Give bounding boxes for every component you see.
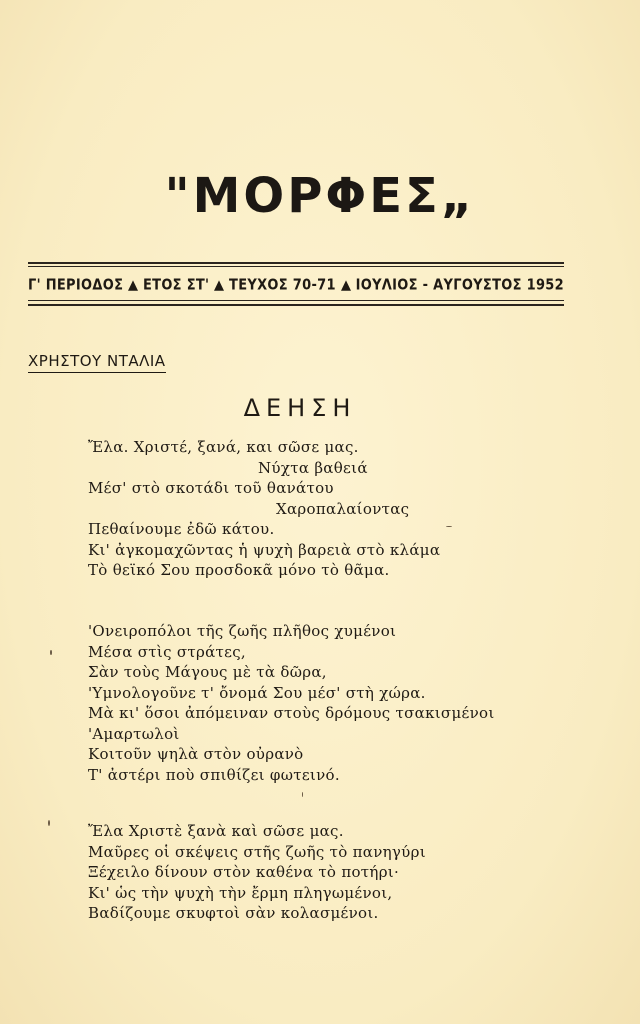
- verse-line: Σὰν τοὺς Μάγους μὲ τὰ δῶρα,: [88, 663, 327, 681]
- paper-speck: [50, 650, 52, 655]
- verse-line: Μὰ κι' ὅσοι ἀπόμειναν στοὺς δρόμους τσακισμένοι: [88, 704, 495, 722]
- poem-stanza-1: [88, 437, 440, 581]
- verse-line: Κι' ἀγκομαχῶντας ἡ ψυχὴ βαρειὰ στὸ κλάμα: [88, 540, 441, 559]
- issue-period: Γ' ΠΕΡΙΟΔΟΣ: [28, 276, 124, 294]
- verse-line: Χαροπαλαίοντας: [276, 499, 410, 518]
- verse-line: Κι' ὡς τὴν ψυχὴ τὴν ἔρμη πληγωμένοι,: [88, 883, 393, 902]
- journal-masthead: "ΜΟΡΦΕΣ„: [164, 168, 476, 224]
- header-rule-bottom-thin: [28, 300, 564, 301]
- issue-number: ΤΕΥΧΟΣ 70-71: [229, 276, 336, 294]
- verse-line: Τὸ θεϊκό Σου προσδοκᾶ μόνο τὸ θᾶμα.: [88, 561, 390, 579]
- verse-line: Ἔλα. Χριστέ, ξανά, και σῶσε μας.: [88, 438, 359, 456]
- verse-line: Κοιτοῦν ψηλὰ στὸν οὐρανὸ: [88, 745, 304, 763]
- header-rule-bottom: [28, 304, 564, 306]
- header-rule-top-thin: [28, 266, 564, 267]
- verse-line: Τ' ἀστέρι ποὺ σπιθίζει φωτεινό.: [88, 765, 340, 784]
- verse-line: 'Υμνολογοῦνε τ' ὄνομά Σου μέσ' στὴ χώρα.: [88, 683, 426, 702]
- verse-line: 'Αμαρτωλοὶ: [88, 724, 180, 743]
- verse-line: Ξέχειλο δίνουν στὸν καθένα τὸ ποτήρι·: [88, 863, 400, 881]
- verse-line: Μέσα στὶς στράτες,: [88, 642, 246, 661]
- verse-line: Μαῦρες οἱ σκέψεις στῆς ζωῆς τὸ πανηγύρι: [88, 842, 426, 861]
- paper-speck: [302, 792, 303, 797]
- triangle-separator-icon: [214, 280, 224, 290]
- verse-line: Μέσ' στὸ σκοτάδι τοῦ θανάτου: [88, 479, 334, 497]
- paper-speck: [48, 820, 50, 826]
- verse-line: Βαδίζουμε σκυφτοὶ σὰν κολασμένοι.: [88, 904, 379, 922]
- verse-line: Νύχτα βαθειά: [258, 458, 368, 477]
- poem-stanza-2: [88, 621, 495, 785]
- verse-line: 'Ονειροπόλοι τῆς ζωῆς πλῆθος χυμένοι: [88, 622, 397, 640]
- triangle-separator-icon: [341, 280, 351, 290]
- issue-date: ΙΟΥΛΙΟΣ - ΑΥΓΟΥΣΤΟΣ 1952: [355, 276, 564, 294]
- poem-stanza-3: [88, 821, 426, 924]
- issue-year: ΕΤΟΣ ΣΤ': [142, 276, 210, 294]
- poem-title: ΔΕΗΣΗ: [243, 394, 357, 422]
- poem-author: ΧΡΗΣΤΟΥ ΝΤΑΛΙΑ: [28, 352, 166, 373]
- triangle-separator-icon: [128, 280, 138, 290]
- header-rule-top: [28, 262, 564, 264]
- paper-speck: [446, 526, 452, 527]
- issue-info-line: [28, 272, 564, 297]
- verse-line: Πεθαίνουμε ἐδῶ κάτου.: [88, 520, 275, 538]
- verse-line: Ἔλα Χριστὲ ξανὰ καὶ σῶσε μας.: [88, 822, 344, 840]
